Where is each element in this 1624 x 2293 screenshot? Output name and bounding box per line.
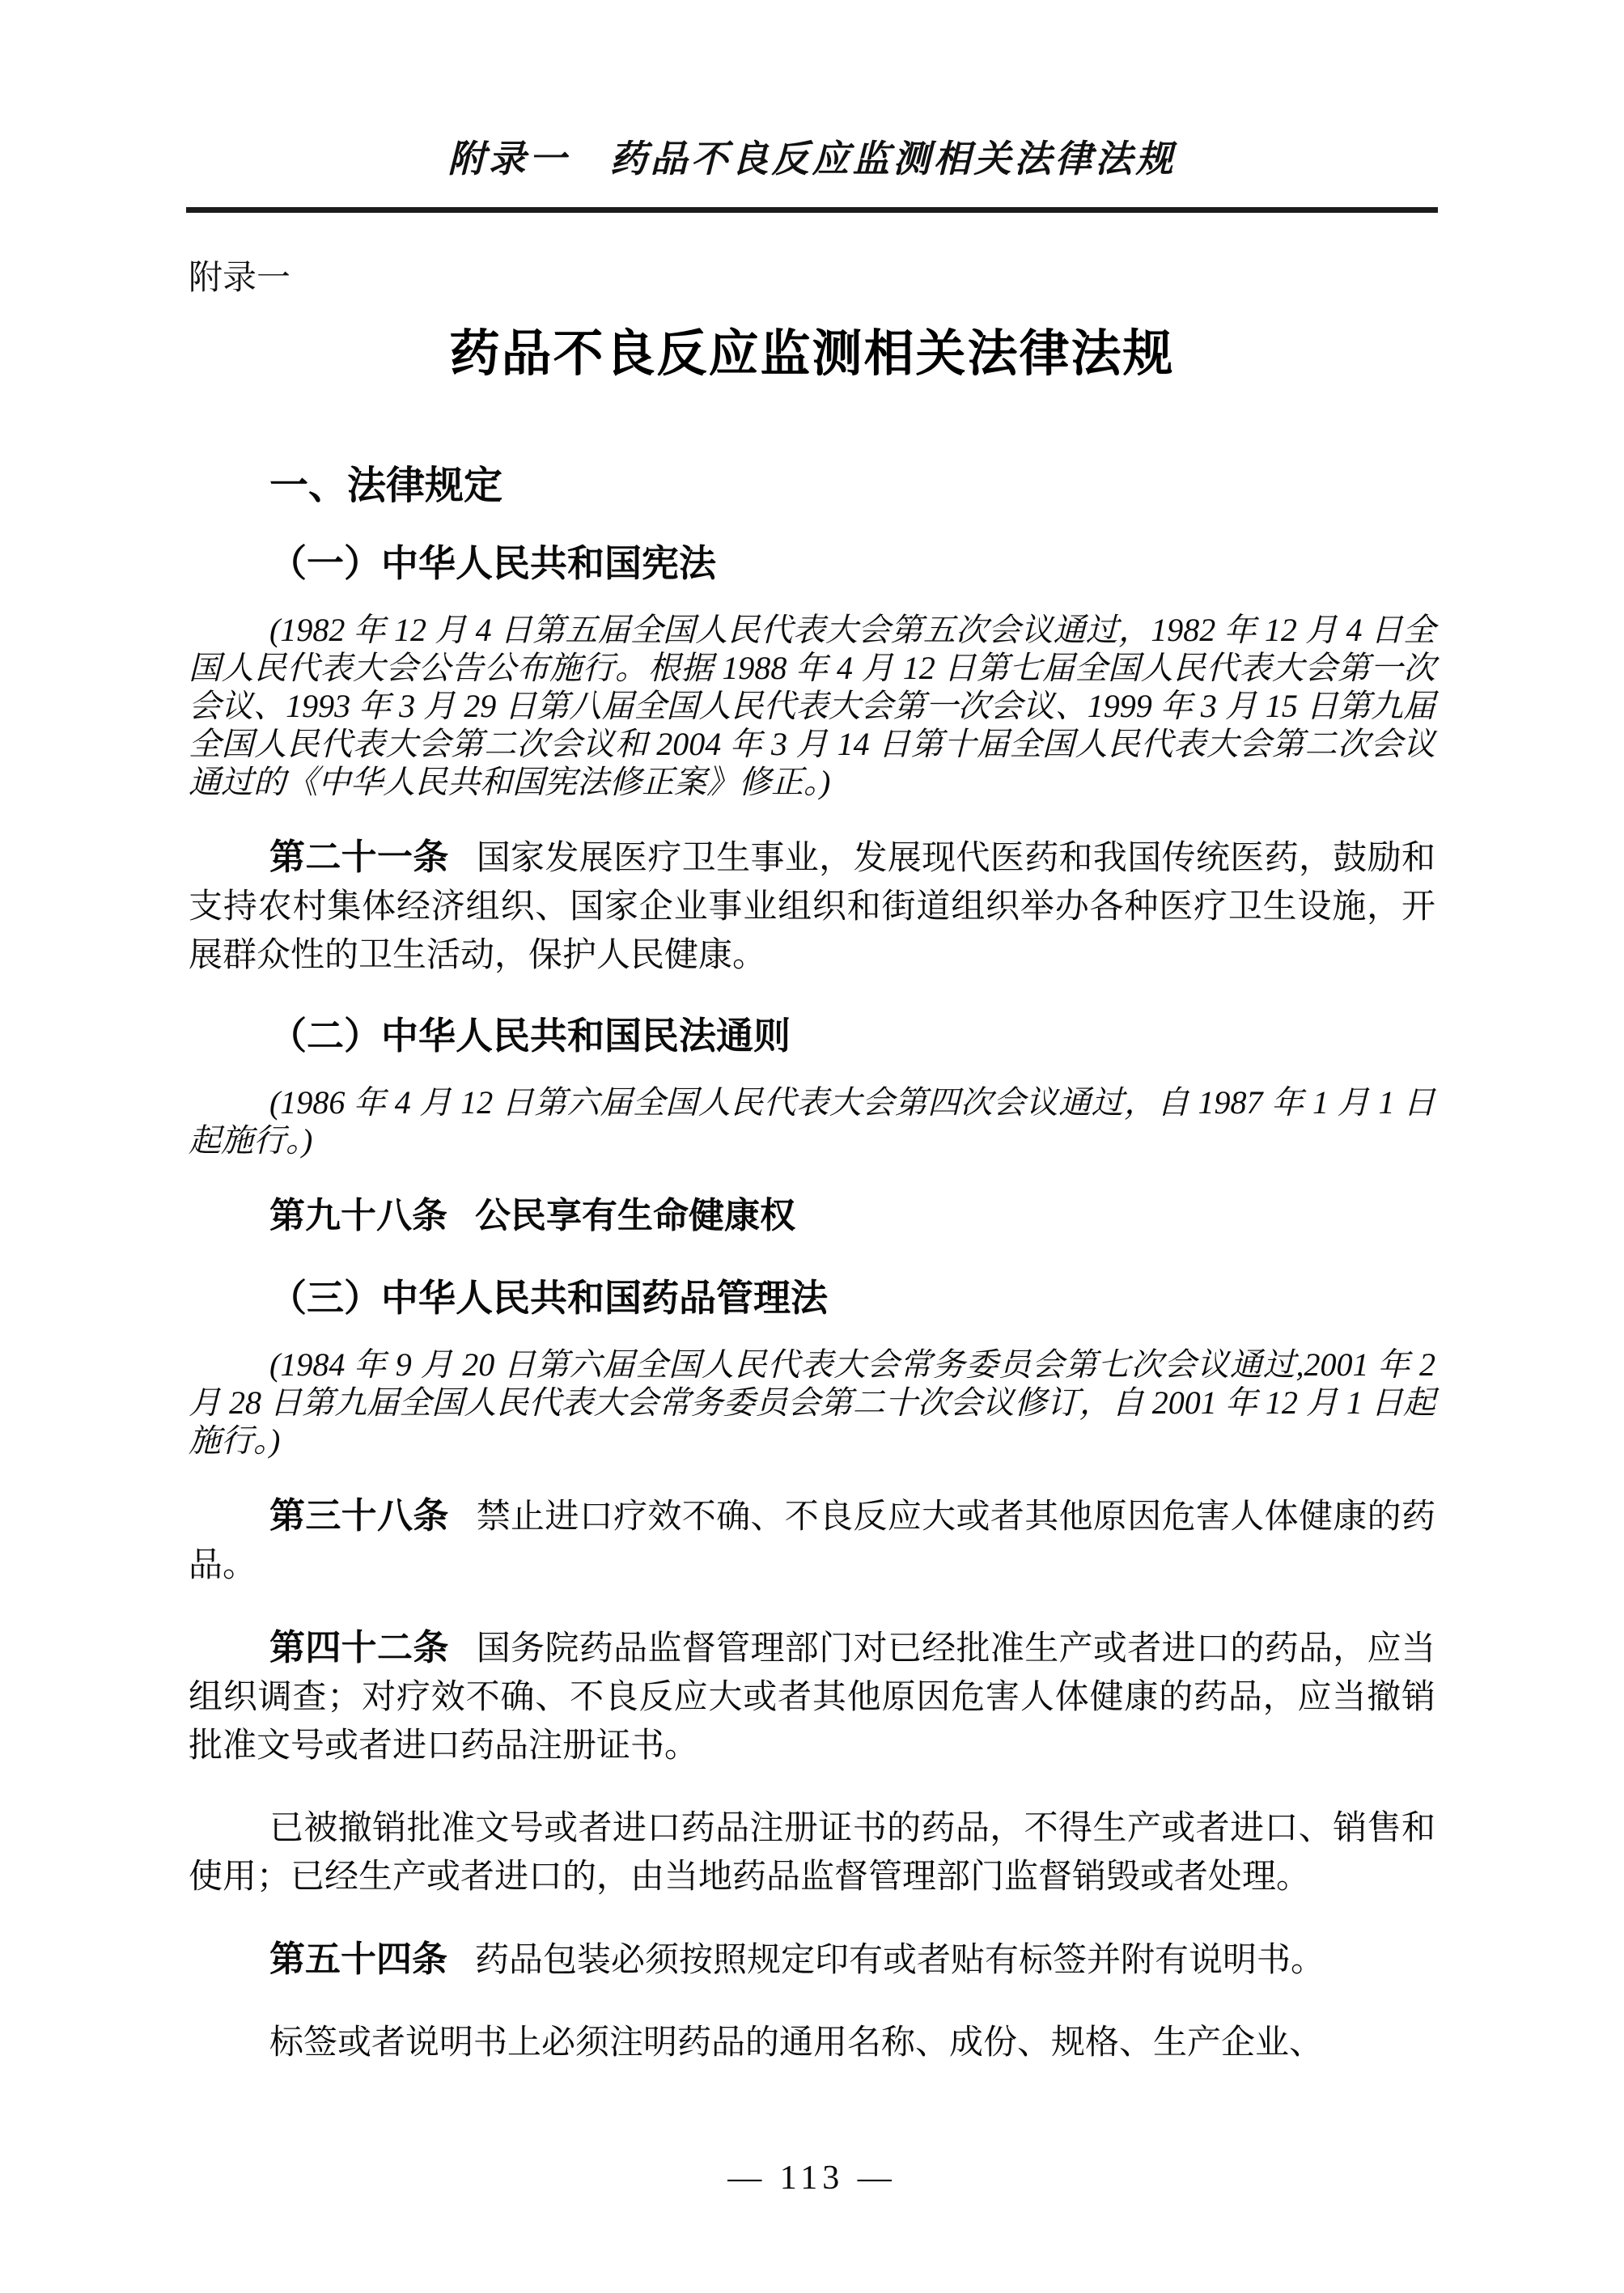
page-number: — 113 — [727, 2159, 897, 2197]
article-98 [189, 1192, 1435, 1240]
article-42 [189, 1624, 1435, 1770]
article-38-number: 第三十八条 [269, 1496, 449, 1536]
article-21-text: 国家发展医疗卫生事业，发展现代医药和我国传统医药，鼓励和支持农村集体经济组织、国家企业事业组织和街道组织举办各种医疗卫生设施，开展群众性的卫生活动，保护人民健康。 [189, 840, 1435, 974]
article-38-text: 禁止进口疗效不确、不良反应大或者其他原因危害人体健康的药品。 [189, 1498, 1435, 1584]
page-title: 药品不良反应监测相关法律法规 [449, 327, 1175, 382]
article-54 [189, 1935, 1435, 1985]
article-38 [189, 1492, 1435, 1590]
subsection-heading-civil-law: （二）中华人民共和国民法通则 [269, 1015, 791, 1057]
subsection-heading-drug-administration-law: （三）中华人民共和国药品管理法 [269, 1277, 828, 1319]
section-heading-legal-provisions: 一、法律规定 [269, 464, 503, 507]
article-42-paragraph-2: 已被撤销批准文号或者进口药品注册证书的药品，不得生产或者进口、销售和使用；已经生产或者进口的，由当地药品监督管理部门监督销毁或者处理。 [189, 1810, 1435, 1896]
page-content [189, 257, 1435, 2067]
article-21 [189, 833, 1435, 980]
note-civil-law-history: (1986 年 4 月 12 日第六届全国人民代表大会第四次会议通过，自 1987 年 1 月 1 日起施行。) [189, 1084, 1435, 1159]
article-54-number: 第五十四条 [269, 1939, 447, 1979]
running-header: 附录一 药品不良反应监测相关法律法规 [447, 138, 1177, 180]
article-42-text: 国务院药品监督管理部门对已经批准生产或者进口的药品，应当组织调查；对疗效不确、不良反应大或者其他原因危害人体健康的药品，应当撤销批准文号或者进口药品注册证书。 [189, 1630, 1435, 1765]
article-98-number: 第九十八条 [269, 1196, 447, 1236]
article-98-text: 公民享有生命健康权 [475, 1196, 795, 1236]
article-21-number: 第二十一条 [269, 837, 449, 877]
article-54-text: 药品包装必须按照规定印有或者贴有标签并附有说明书。 [475, 1942, 1325, 1979]
note-constitution-history: (1982 年 12 月 4 日第五届全国人民代表大会第五次会议通过，1982 年 12 月 4 日全国人民代表大会公告公布施行。根据 1988 年 4 月 12 日第七届全国人民代表大会第一次会议、1993 年 3 月 29 日第八届全国人民代表大会第一次会议、1999 年 3 月 15 日第九届全国人民代表大会第二次会议和 2004 年 3 月 14 日第十届全国人民代表大会第二次会议通过的《中华人民共和国宪法修正案》修正。) [189, 612, 1435, 800]
article-54-paragraph-2: 标签或者说明书上必须注明药品的通用名称、成份、规格、生产企业、 [269, 2024, 1324, 2062]
note-drug-law-history: (1984 年 9 月 20 日第六届全国人民代表大会常务委员会第七次会议通过,2001 年 2 月 28 日第九届全国人民代表大会常务委员会第二十次会议修订，自 2001 年 12 月 1 日起施行。) [189, 1346, 1435, 1459]
appendix-label: 附录一 [189, 258, 291, 296]
header-rule [186, 207, 1438, 213]
article-42-number: 第四十二条 [269, 1628, 449, 1668]
subsection-heading-constitution: （一）中华人民共和国宪法 [269, 542, 716, 584]
